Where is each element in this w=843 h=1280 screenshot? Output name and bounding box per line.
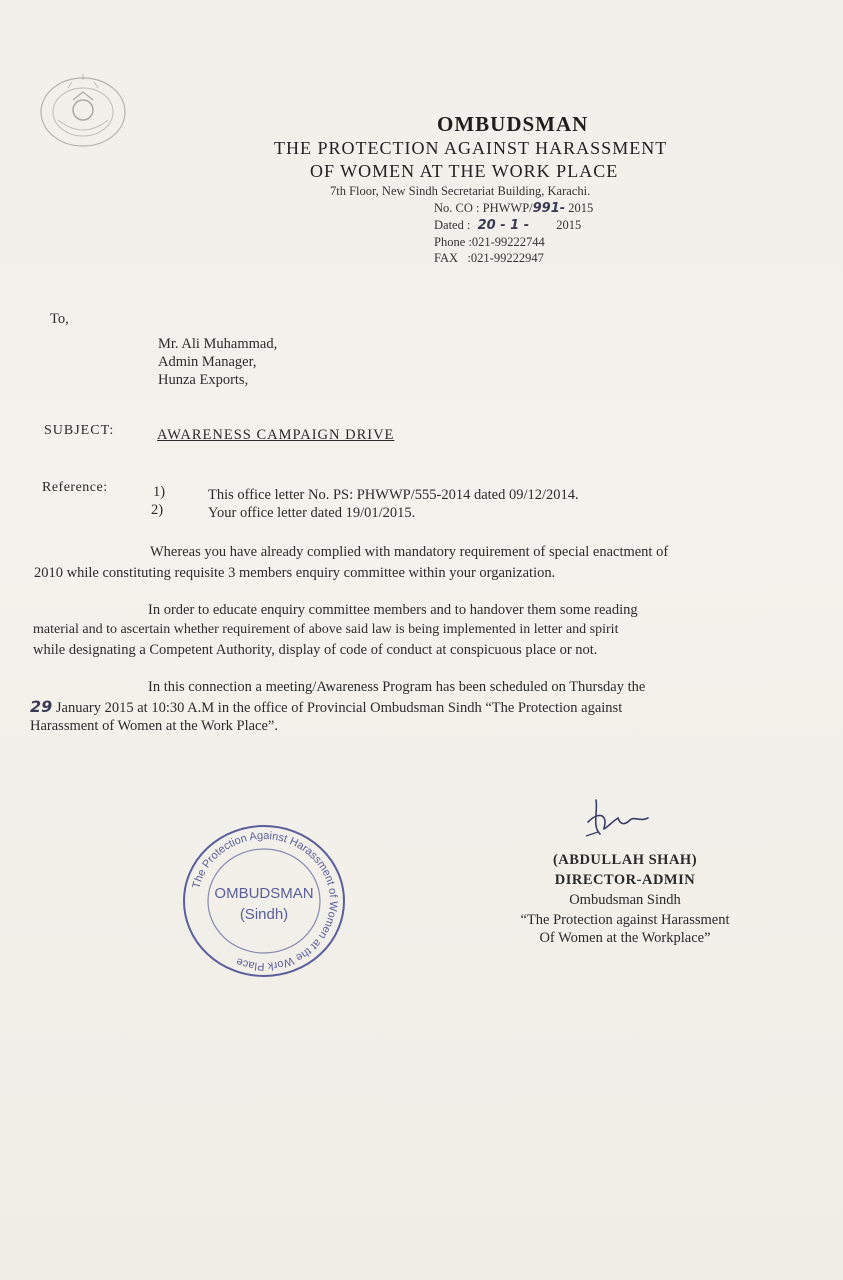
date-handwritten: 20 - 1 -	[477, 218, 530, 233]
paragraph-2-line-3: while designating a Competent Authority, display of code of conduct at conspicuous place or not.	[33, 642, 598, 658]
phone-number: Phone :021-99222744	[434, 235, 545, 249]
reference-label: Reference:	[42, 480, 108, 495]
meeting-day-handwritten: 29	[30, 697, 53, 716]
letterhead-line-1: THE PROTECTION AGAINST HARASSMENT	[274, 138, 668, 158]
addressee-name: Mr. Ali Muhammad,	[158, 336, 278, 352]
reference-item-2-text: Your office letter dated 19/01/2015.	[208, 505, 416, 521]
reference-number-handwritten: 991-	[532, 201, 566, 216]
signatory-title: DIRECTOR-ADMIN	[554, 872, 696, 888]
signatory-office: Ombudsman Sindh	[569, 892, 681, 908]
paragraph-2-line-1: In order to educate enquiry committee members and to handover them some reading	[148, 602, 638, 618]
stamp-center-line-1: OMBUDSMAN	[214, 885, 314, 902]
letter-date	[434, 218, 581, 233]
signatory-name: (ABDULLAH SHAH)	[552, 852, 698, 868]
paragraph-3-line-2	[30, 697, 622, 718]
letterhead-title: OMBUDSMAN	[437, 112, 589, 136]
reference-item-1-text: This office letter No. PS: PHWWP/555-2014 dated 09/12/2014.	[208, 487, 579, 503]
signatory-org-line-1: “The Protection against Harassment	[520, 912, 730, 928]
date-year: 2015	[556, 218, 582, 232]
signatory-org-line-2: Of Women at the Workplace”	[539, 930, 711, 946]
stamp-center-line-2: (Sindh)	[239, 906, 289, 923]
addressee-designation: Admin Manager,	[158, 354, 257, 370]
reference-number-label: No. CO : PHWWP/	[434, 201, 533, 215]
reference-number	[434, 201, 593, 216]
reference-item-2-number: 2)	[151, 502, 164, 518]
paragraph-3-line-3: Harassment of Women at the Work Place”.	[30, 718, 278, 734]
paragraph-3-line-1: In this connection a meeting/Awareness Program has been scheduled on Thursday the	[148, 679, 646, 695]
ombudsman-stamp	[180, 822, 348, 980]
reference-item-1-number: 1)	[153, 484, 166, 500]
paragraph-1-line-2: 2010 while constituting requisite 3 members enquiry committee within your organization.	[34, 565, 556, 581]
paragraph-2-line-2: material and to ascertain whether requirement of above said law is being implemented in letter and spirit	[33, 622, 619, 637]
fax-number: FAX :021-99222947	[434, 251, 544, 265]
date-label: Dated :	[434, 218, 471, 232]
paragraph-3-line-2-text: January 2015 at 10:30 A.M in the office of Provincial Ombudsman Sindh “The Protection against	[55, 700, 623, 716]
stamp-outer-text: The Protection Against Harassment of Women at the Work Place	[190, 829, 340, 973]
letterhead-address: 7th Floor, New Sindh Secretariat Building, Karachi.	[330, 184, 591, 198]
paragraph-1-line-1: Whereas you have already complied with mandatory requirement of special enactment of	[150, 544, 669, 560]
subject-value: AWARENESS CAMPAIGN DRIVE	[157, 427, 395, 443]
reference-number-year: 2015	[568, 201, 594, 215]
letterhead-line-2: OF WOMEN AT THE WORK PLACE	[310, 161, 619, 181]
addressee-company: Hunza Exports,	[158, 372, 249, 388]
signature-scribble-icon	[578, 792, 658, 842]
to-label: To,	[50, 311, 69, 327]
government-emblem-icon	[38, 70, 128, 150]
subject-label: SUBJECT:	[44, 423, 115, 438]
